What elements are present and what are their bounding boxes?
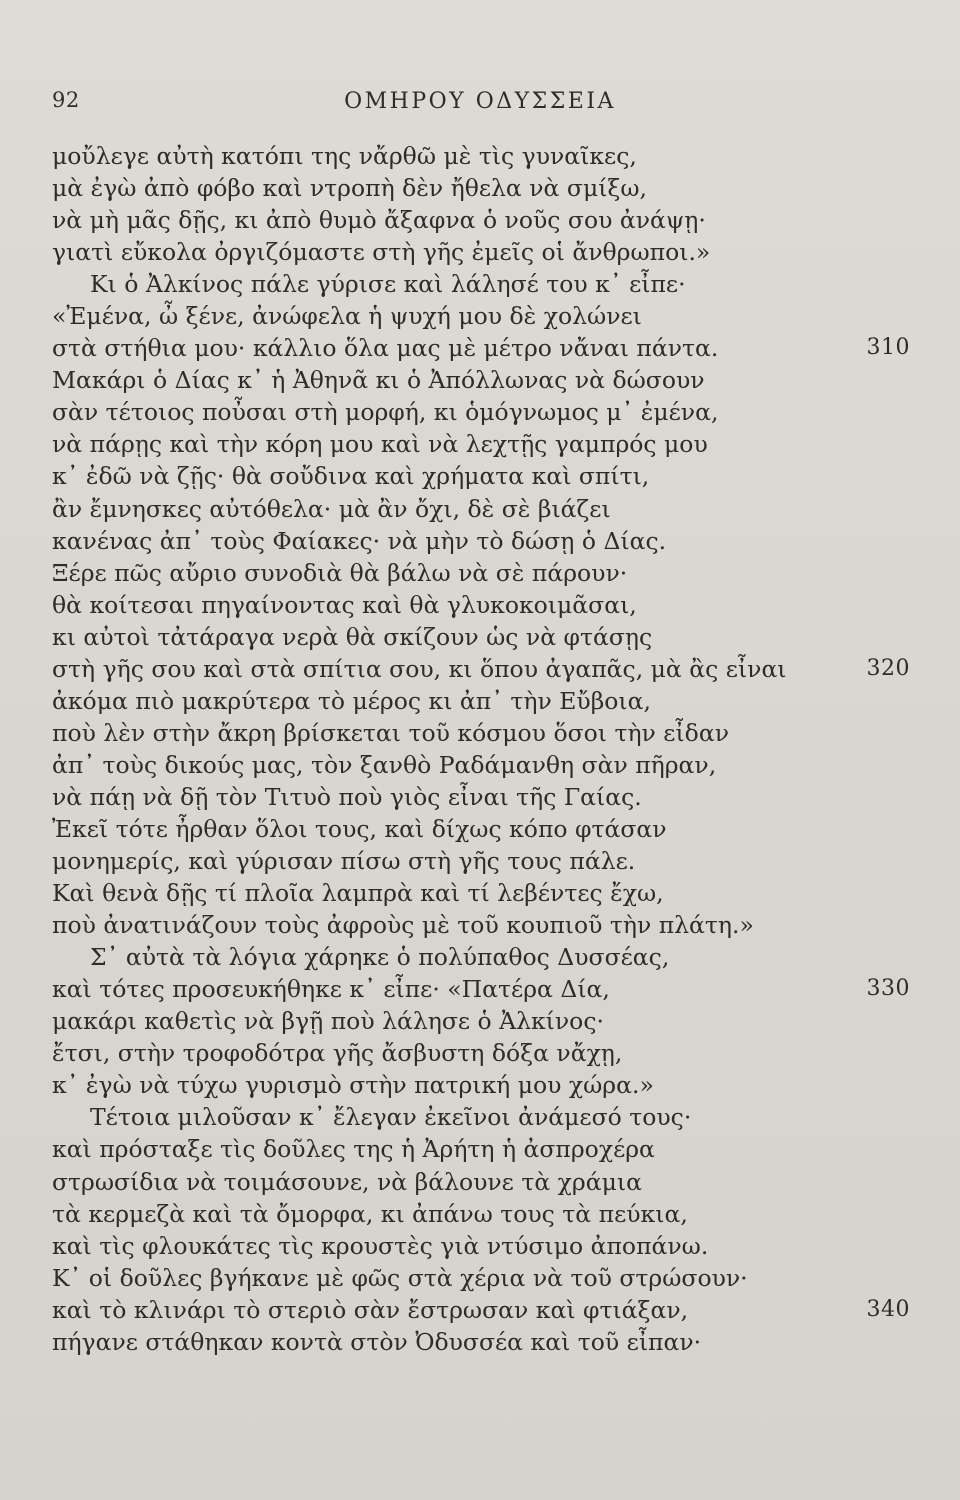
verse-line [52, 332, 910, 364]
verse-text: ἔτσι, στὴν τροφοδότρα γῆς ἄσβυστη δόξα νἄχῃ, [52, 1039, 623, 1068]
verse-text: σὰν τέτοιος ποὖσαι στὴ μορφή, κι ὁμόγνωμος μ᾽ ἐμένα, [52, 398, 719, 427]
verse-line [52, 877, 910, 909]
verse-text: Κ᾽ οἱ δοῦλες βγήκανε μὲ φῶς στὰ χέρια νὰ τοῦ στρώσουν· [52, 1263, 748, 1292]
verse-line [52, 557, 910, 589]
page-number: 92 [52, 88, 80, 112]
verse-text: νὰ μὴ μᾶς δῇς, κι ἀπὸ θυμὸ ἄξαφνα ὁ νοῦς σου ἀνάψῃ· [52, 206, 706, 235]
verse-line [52, 653, 910, 685]
verse-line [52, 1133, 910, 1165]
verse-line [52, 1069, 910, 1101]
verse-line [52, 1166, 910, 1198]
verse-line [52, 1005, 910, 1037]
verse-line [52, 1294, 910, 1326]
verse-text: Μακάρι ὁ Δίας κ᾽ ἡ Ἀθηνᾶ κι ὁ Ἀπόλλωνας νὰ δώσουν [52, 366, 705, 395]
verse-line [52, 813, 910, 845]
running-title: ΟΜΗΡΟΥ ΟΔΥΣΣΕΙΑ [344, 89, 616, 114]
verse-line [52, 1230, 910, 1262]
verse-text: καὶ τότες προσευκήθηκε κ᾽ εἶπε· «Πατέρα Δία, [52, 975, 610, 1004]
verse-text: Σ᾽ αὐτὰ τὰ λόγια χάρηκε ὁ πολύπαθος Δυσσέας, [90, 943, 670, 972]
verse-line [52, 300, 910, 332]
verse-text: μοὔλεγε αὐτὴ κατόπι της νἄρθῶ μὲ τὶς γυναῖκες, [52, 142, 637, 170]
verse-text: κ᾽ ἐγὼ νὰ τύχω γυρισμὸ στὴν πατρική μου χώρα.» [52, 1071, 654, 1100]
verse-line [52, 1262, 910, 1294]
verse-text: κι αὐτοὶ τἀτάραγα νερὰ θὰ σκίζουν ὡς νὰ φτάσῃς [52, 622, 653, 651]
verse-line [52, 364, 910, 396]
line-number: 320 [866, 655, 910, 681]
verse-line [52, 396, 910, 428]
line-number: 340 [866, 1296, 910, 1322]
verse-text: καὶ τὸ κλινάρι τὸ στεριὸ σὰν ἔστρωσαν καὶ φτιάξαν, [52, 1295, 689, 1324]
verse-text: νὰ πάῃ νὰ δῇ τὸν Τιτυὸ ποὺ γιὸς εἶναι τῆς Γαίας. [52, 782, 642, 811]
verse-line [52, 460, 910, 492]
verse-line [52, 268, 910, 300]
verse-line [52, 1326, 910, 1358]
verse-line [52, 525, 910, 557]
verse-text: Κι ὁ Ἀλκίνος πάλε γύρισε καὶ λάλησέ του κ᾽ εἶπε· [90, 270, 686, 299]
verse-line [52, 140, 910, 172]
verse-text: τὰ κερμεζὰ καὶ τὰ ὄμορφα, κι ἀπάνω τους τὰ πεύκια, [52, 1199, 688, 1228]
verse-line [52, 717, 910, 749]
verse-line [52, 781, 910, 813]
verse-line [52, 941, 910, 973]
verse-text: Τέτοια μιλοῦσαν κ᾽ ἔλεγαν ἐκεῖνοι ἀνάμεσό τους· [90, 1103, 692, 1132]
verse-list [52, 140, 910, 1358]
verse-text: νὰ πάρῃς καὶ τὴν κόρη μου καὶ νὰ λεχτῇς γαμπρός μου [52, 430, 708, 459]
verse-line [52, 428, 910, 460]
verse-text: Καὶ θενὰ δῇς τί πλοῖα λαμπρὰ καὶ τί λεβέντες ἔχω, [52, 879, 664, 908]
verse-line [52, 749, 910, 781]
verse-line [52, 1101, 910, 1133]
verse-text: Ἐκεῖ τότε ἦρθαν ὅλοι τους, καὶ δίχως κόπο φτάσαν [52, 814, 667, 843]
verse-text: ποὺ λὲν στὴν ἄκρη βρίσκεται τοῦ κόσμου ὅσοι τὴν εἶδαν [52, 718, 729, 747]
verse-text: ἀκόμα πιὸ μακρύτερα τὸ μέρος κι ἀπ᾽ τὴν Εὔβοια, [52, 686, 651, 715]
verse-text: κ᾽ ἐδῶ νὰ ζῇς· θὰ σοὔδινα καὶ χρήματα καὶ σπίτι, [52, 462, 650, 491]
verse-line [52, 589, 910, 621]
verse-line [52, 621, 910, 653]
verse-text: «Ἐμένα, ὦ ξένε, ἀνώφελα ἡ ψυχή μου δὲ χολώνει [52, 302, 642, 331]
verse-text: πήγανε στάθηκαν κοντὰ στὸν Ὀδυσσέα καὶ τοῦ εἶπαν· [52, 1327, 702, 1356]
verse-text: ἂν ἔμνησκες αὐτόθελα· μὰ ἂν ὄχι, δὲ σὲ βιάζει [52, 494, 611, 523]
verse-text: Ξέρε πῶς αὔριο συνοδιὰ θὰ βάλω νὰ σὲ πάρουν· [52, 558, 628, 587]
verse-text: καὶ τὶς φλουκάτες τὶς κρουστὲς γιὰ ντύσιμο ἀποπάνω. [52, 1231, 709, 1260]
verse-text: στρωσίδια νὰ τοιμάσουνε, νὰ βάλουνε τὰ χράμια [52, 1167, 642, 1196]
verse-line [52, 172, 910, 204]
verse-text: ποὺ ἀνατινάζουν τοὺς ἀφροὺς μὲ τοῦ κουπιοῦ τὴν πλάτη.» [52, 911, 754, 940]
verse-line [52, 845, 910, 877]
verse-text: ἀπ᾽ τοὺς δικούς μας, τὸν ξανθὸ Ραδάμανθη σὰν πῆραν, [52, 750, 717, 779]
verse-text: καὶ πρόσταξε τὶς δοῦλες της ἡ Ἀρήτη ἡ ἀσπροχέρα [52, 1135, 655, 1164]
verse-text: θὰ κοίτεσαι πηγαίνοντας καὶ θὰ γλυκοκοιμᾶσαι, [52, 590, 637, 619]
verse-text: μονημερίς, καὶ γύρισαν πίσω στὴ γῆς τους πάλε. [52, 847, 636, 876]
verse-line [52, 1198, 910, 1230]
verse-text: στὰ στήθια μου· κάλλιο ὅλα μας μὲ μέτρο νἄναι πάντα. [52, 334, 719, 363]
verse-line [52, 236, 910, 268]
verse-text: κανένας ἀπ᾽ τοὺς Φαίακες· νὰ μὴν τὸ δώσῃ ὁ Δίας. [52, 526, 667, 555]
line-number: 330 [866, 976, 910, 1002]
verse-line [52, 1037, 910, 1069]
verse-text: στὴ γῆς σου καὶ στὰ σπίτια σου, κι ὅπου ἀγαπᾶς, μὰ ἂς εἶναι [52, 654, 787, 683]
verse-text: γιατὶ εὔκολα ὀργιζόμαστε στὴ γῆς ἐμεῖς οἱ ἄνθρωποι.» [52, 238, 711, 267]
verse-line [52, 909, 910, 941]
verse-text: μακάρι καθετὶς νὰ βγῇ ποὺ λάλησε ὁ Ἀλκίνος· [52, 1007, 604, 1036]
verse-line [52, 973, 910, 1005]
line-number: 310 [866, 335, 910, 361]
verse-line [52, 685, 910, 717]
verse-line [52, 204, 910, 236]
verse-text: μὰ ἐγὼ ἀπὸ φόβο καὶ ντροπὴ δὲν ἤθελα νὰ σμίξω, [52, 174, 648, 203]
verse-line [52, 493, 910, 525]
